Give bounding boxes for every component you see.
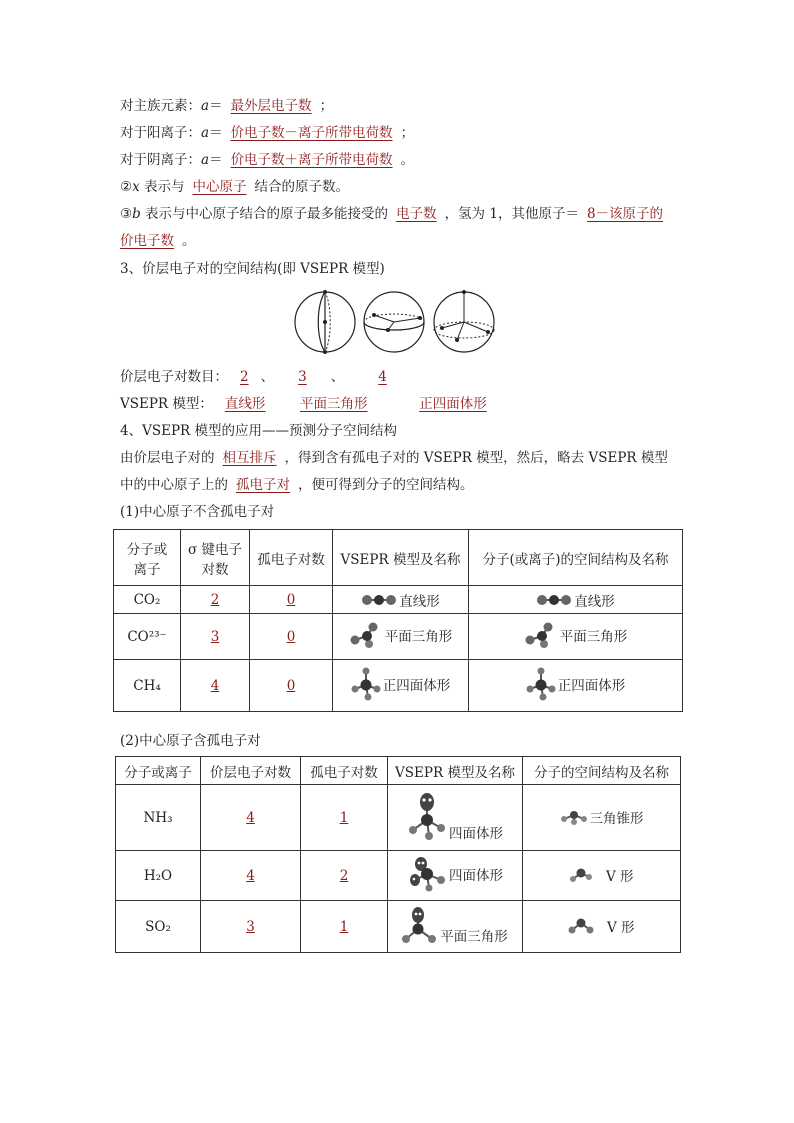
answer-anion: 价电子数＋离子所带电荷数 [230,152,393,168]
table-with-lone-pairs [115,756,681,953]
answer-cation: 价电子数－离子所带电荷数 [230,125,393,141]
table-row: SO₂ 3 1 平面三角形 V 形 [116,901,681,953]
line-b-definition-cont: 价电子数 。 [120,233,196,249]
so2-vsepr-icon [402,905,438,945]
linear-molecule-icon [536,594,572,606]
table-row: CH₄ 4 0 正四面体形 正四面体形 [114,660,683,712]
vp-count-line: 价层电子对数目： 2 、 3 、 4 [120,367,421,387]
section-4-title: 4、VSEPR 模型的应用——预测分子空间结构 [120,423,397,439]
table1-caption: (1)中心原子不含孤电子对 [120,504,275,520]
line-anion: 对于阴离子：a＝ 价电子数＋离子所带电荷数 。 [120,152,415,168]
tetrahedral-molecule-icon [526,667,556,701]
table-header-row: 分子或 离子 σ 键电子 对数 孤电子对数 VSEPR 模型及名称 分子(或离子)的空间结构及名称 [114,530,683,586]
model-trigonal: 平面三角形 [300,396,368,412]
vp-count-3: 3 [298,369,307,385]
answer-electrons: 电子数 [396,206,437,222]
trigonal-planar-molecule-icon [349,622,383,648]
table-row: NH₃ 4 1 四面体形 三角锥形 [116,785,681,851]
linear-molecule-icon [361,594,397,606]
table2-caption: (2)中心原子含孤电子对 [120,733,261,749]
table-row: CO₂ 2 0 直线形 直线形 [114,586,683,614]
section-3-title: 3、价层电子对的空间结构(即 VSEPR 模型) [120,261,385,277]
answer-valence: 价电子数 [120,233,174,249]
answer-repulsion: 相互排斥 [222,450,277,466]
line-b-definition: ③b 表示与中心原子结合的原子最多能接受的 电子数 ，氢为 1，其他原子＝ 8－该原子的 [120,204,671,224]
pyramidal-molecule-icon [560,809,588,825]
table-header-row: 分子或离子 价层电子对数 孤电子对数 VSEPR 模型及名称 分子的空间结构及名称 [116,757,681,785]
vsepr-sphere-models [292,290,502,356]
vp-count-2: 2 [240,369,249,385]
line-cation: 对于阳离子：a＝ 价电子数－离子所带电荷数 ； [120,125,415,141]
line-prediction-2: 中的中心原子上的 孤电子对 ，便可得到分子的空间结构。 [120,477,474,493]
model-linear: 直线形 [224,396,266,412]
h2o-vsepr-icon [407,856,447,892]
trigonal-planar-sphere-icon [364,292,424,352]
answer-other-atoms: 8－该原子的 [586,206,664,222]
table-no-lone-pairs [113,529,683,712]
bent-molecule-icon [569,867,593,883]
line-prediction-1: 由价层电子对的 相互排斥 ，得到含有孤电子对的 VSEPR 模型，然后，略去 VSEPR 模型 [120,450,668,466]
vp-count-4: 4 [378,369,387,385]
table-row: CO²³⁻ 3 0 平面三角形 平面三角形 [114,614,683,660]
linear-sphere-icon [295,290,355,354]
line-main-group: 对主族元素：a＝ 最外层电子数 ； [120,98,334,114]
answer-main-group: 最外层电子数 [230,98,312,114]
answer-lone-pair: 孤电子对 [236,477,290,493]
nh3-vsepr-icon [407,790,447,842]
line-x-definition: ②x 表示与 中心原子 结合的原子数。 [120,179,350,195]
trigonal-planar-molecule-icon [524,622,558,648]
vsepr-model-line: VSEPR 模型： 直线形 平面三角形 正四面体形 [120,394,499,414]
tetrahedral-molecule-icon [351,667,381,701]
tetrahedral-sphere-icon [434,290,494,352]
answer-center-atom: 中心原子 [192,179,247,195]
bent-molecule-icon [568,918,594,934]
table-row: H₂O 4 2 四面体形 V 形 [116,851,681,901]
model-tetrahedral: 正四面体形 [419,396,487,412]
